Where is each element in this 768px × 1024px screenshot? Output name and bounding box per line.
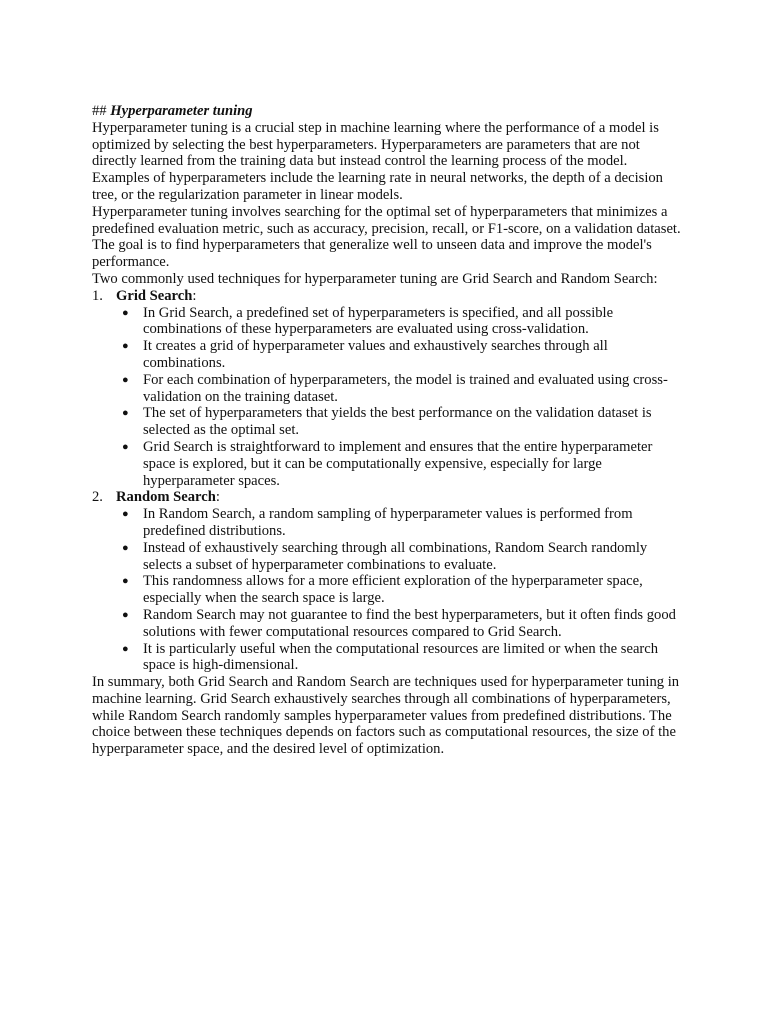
list-number: 1. [92,287,103,304]
intro-paragraph: Hyperparameter tuning is a crucial step in machine learning where the performance of a model is optimized by selecting the best hyperparameters. Hyperparameters are parameters that are not directly learned from the training data but instead control the learning process of the model. Examples of hyperparameters include the learning rate in neural networks, the depth of a decision tree, or the regularization parameter in linear models. [92,119,663,203]
techniques-list [92,288,682,674]
bullet-text: This randomness allows for a more efficient exploration of the hyperparameter space, especially when the search space is large. [143,573,643,607]
technique-colon: : [215,489,220,506]
random-search-bullets [116,506,682,674]
section-heading [92,103,682,120]
technique-colon: : [192,287,197,304]
list-item [116,607,682,641]
list-item [116,305,682,339]
bullet-icon: ● [122,440,129,453]
bullet-icon: ● [122,575,129,588]
bullet-icon: ● [122,642,129,655]
list-item [116,641,682,675]
heading-prefix: ## [92,103,111,119]
technique-item-random-search [92,489,682,674]
bullet-icon: ● [122,541,129,554]
bullet-text: In Random Search, a random sampling of hyperparameter values is performed from predefined distributions. [143,506,633,539]
list-item [116,338,682,372]
bullet-text: It creates a grid of hyperparameter values and exhaustively searches through all combinations. [143,338,608,371]
list-item [116,372,682,406]
bullet-text: Random Search may not guarantee to find the best hyperparameters, but it often finds good solutions with fewer computational resources compared to Grid Search. [143,606,676,640]
technique-name: Random Search [116,489,216,506]
bullet-text: In Grid Search, a predefined set of hyperparameters is specified, and all possible combinations of these hyperparameters are evaluated using cross-validation. [143,304,614,338]
techniques-intro-paragraph: Two commonly used techniques for hyperparameter tuning are Grid Search and Random Search: [92,270,658,287]
bullet-icon: ● [122,407,129,420]
bullet-icon: ● [122,373,129,386]
bullet-icon: ● [122,508,129,521]
bullet-text: For each combination of hyperparameters, the model is trained and evaluated using cross-validation on the training dataset. [143,371,668,405]
bullet-text: Instead of exhaustively searching through all combinations, Random Search randomly selects a subset of hyperparameter combinations to evaluate. [143,539,648,573]
bullet-icon: ● [122,608,129,621]
list-item [116,540,682,574]
summary-paragraph: In summary, both Grid Search and Random Search are techniques used for hyperparameter tuning in machine learning. Grid Search exhaustively searches through all combinations of hyperparameters, while Random Search randomly samples hyperparameter values from predefined distributions. The choice between these techniques depends on factors such as computational resources, the size of the hyperparameter space, and the desired level of optimization. [92,674,680,758]
document-page [92,103,682,758]
bullet-icon: ● [122,306,129,319]
bullet-text: Grid Search is straightforward to implement and ensures that the entire hyperparameter space is explored, but it can be computationally expensive, especially for large hyperparameter spaces. [143,438,653,489]
heading-title: Hyperparameter tuning [110,103,253,119]
list-item [116,439,682,489]
list-item [116,506,682,540]
list-item [116,573,682,607]
tuning-paragraph: Hyperparameter tuning involves searching for the optimal set of hyperparameters that minimizes a predefined evaluation metric, such as accuracy, precision, recall, or F1-score, on a validation dataset. The goal is to find hyperparameters that generalize well to unseen data and improve the model's performance. [92,203,681,271]
bullet-text: It is particularly useful when the computational resources are limited or when the search space is high-dimensional. [143,640,659,674]
technique-item-grid-search [92,288,682,490]
grid-search-bullets [116,305,682,490]
list-number: 2. [92,489,103,506]
list-item [116,405,682,439]
technique-name: Grid Search [116,287,193,304]
bullet-text: The set of hyperparameters that yields the best performance on the validation dataset is selected as the optimal set. [143,405,652,439]
bullet-icon: ● [122,340,129,353]
